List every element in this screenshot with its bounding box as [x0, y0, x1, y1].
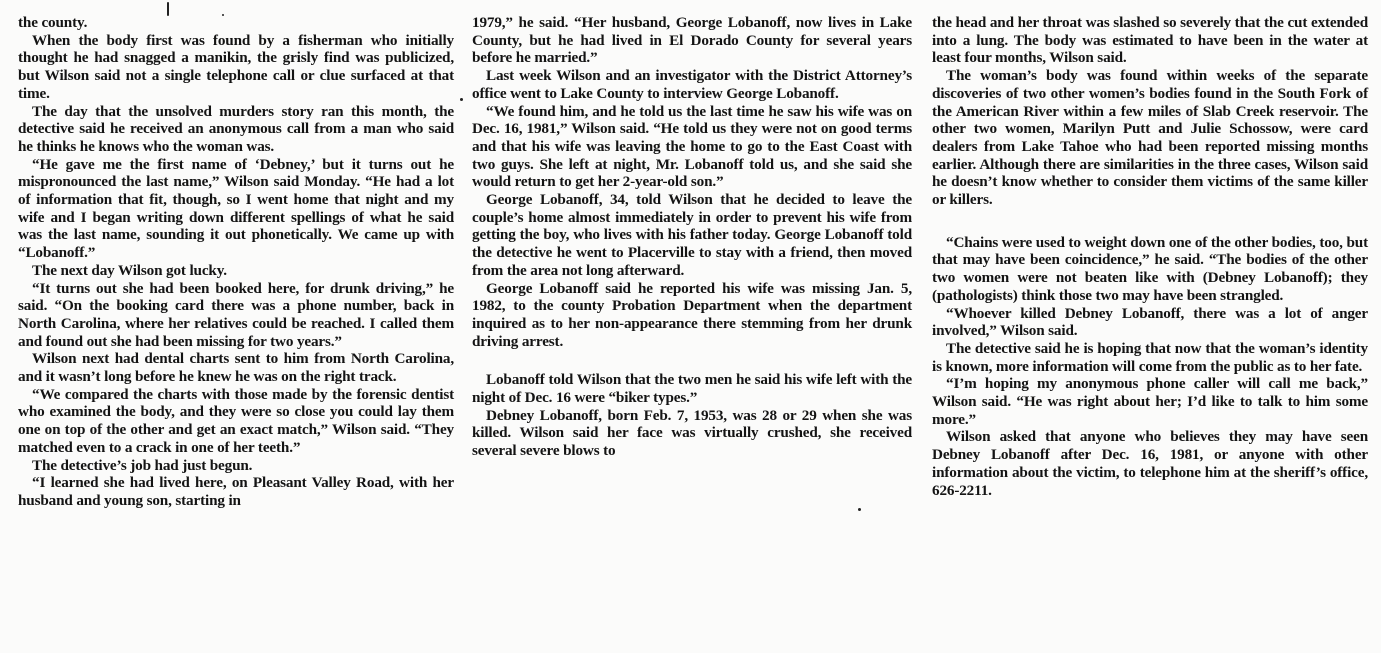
paragraph: When the body first was found by a fisherman who initially thought he had snagged a manikin, the grisly find was publicized, but Wilson said not a single telephone call or clue surfaced at that time.	[18, 31, 454, 102]
article-column-1	[18, 14, 454, 510]
paragraph: “Chains were used to weight down one of the other bodies, too, but that may have been coincidence,” he said. “The bodies of the other two women were not beaten like with (Debney Lobanoff); they (pathologists) think those two may have been strangled.	[932, 233, 1368, 304]
paragraph: the head and her throat was slashed so severely that the cut extended into a lung. The body was estimated to have been in the water at least four months, Wilson said.	[932, 14, 1368, 67]
paragraph: Wilson asked that anyone who believes they may have seen Debney Lobanoff after Dec. 16, 1981, or anyone with other information about the victim, to telephone him at the sheriff’s office, 626-2211.	[932, 428, 1368, 499]
column-break-space	[932, 209, 1368, 234]
paragraph: Debney Lobanoff, born Feb. 7, 1953, was 28 or 29 when she was killed. Wilson said her face was virtually crushed, she received several severe blows to	[472, 406, 912, 460]
paragraph: Lobanoff told Wilson that the two men he said his wife left with the night of Dec. 16 were “biker types.”	[472, 371, 912, 407]
article-column-2	[472, 14, 912, 460]
paragraph: the county.	[18, 14, 88, 31]
article-column-3	[932, 14, 1368, 499]
paragraph: “Whoever killed Debney Lobanoff, there was a lot of anger involved,” Wilson said.	[932, 304, 1368, 340]
paragraph: The detective said he is hoping that now that the woman’s identity is known, more information will come from the public as to her fate.	[932, 339, 1368, 375]
paragraph: Last week Wilson and an investigator with the District Attorney’s office went to Lake County to interview George Lobanoff.	[472, 67, 912, 102]
paragraph: George Lobanoff said he reported his wife was missing Jan. 5, 1982, to the county Probation Department when the department inquired as to her non-appearance there stemming from her drunk driving arrest.	[472, 279, 912, 350]
paragraph: George Lobanoff, 34, told Wilson that he decided to leave the couple’s home almost immediately in order to prevent his wife from getting the boy, who lives with his father today. George Lobanoff told the detective he went to Placerville to stay with a friend, then moved from the area not long afterward.	[472, 191, 912, 279]
speck	[858, 508, 861, 511]
paragraph: The next day Wilson got lucky.	[32, 261, 227, 279]
paragraph: “We found him, and he told us the last time he saw his wife was on Dec. 16, 1981,” Wilson said. “He told us they were not on good terms and that his wife was leaving the home to go to the East Coast with two guys. She left at night, Mr. Lobanoff told us, and she said she would return to get her 2-year-old son.”	[472, 102, 912, 191]
paragraph: 1979,” he said. “Her husband, George Lobanoff, now lives in Lake County, but he had lived in El Dorado County for several years before he married.”	[472, 14, 912, 67]
paragraph: “We compared the charts with those made by the forensic dentist who examined the body, and they were so close you could lay them one on top of the other and get an exact match,” Wilson said. “They matched even to a crack in one of her teeth.”	[18, 385, 454, 456]
paragraph: “It turns out she had been booked here, for drunk driving,” he said. “On the booking card there was a phone number, back in North Carolina, where her relatives could be reached. I called them and found out she had been missing for two years.”	[18, 279, 454, 350]
speck	[167, 2, 169, 16]
paragraph: Wilson next had dental charts sent to him from North Carolina, and it wasn’t long before he knew he was on the right track.	[18, 350, 454, 386]
paragraph: The day that the unsolved murders story ran this month, the detective said he received an anonymous call from a man who said he thinks he knows who the woman was.	[18, 102, 454, 155]
speck	[460, 98, 463, 101]
column-break-space	[472, 350, 912, 371]
paragraph: “I’m hoping my anonymous phone caller will call me back,” Wilson said. “He was right about her; I’d like to talk to him some more.”	[932, 375, 1368, 428]
speck	[222, 14, 224, 16]
paragraph: “He gave me the first name of ‘Debney,’ but it turns out he mispronounced the last name,” Wilson said Monday. “He had a lot of information that fit, though, so I went home that night and my wife and I began writing down different spellings of what he said was the last name, sounding it out phonetically. We came up with “Lobanoff.”	[18, 155, 454, 262]
paragraph: “I learned she had lived here, on Pleasant Valley Road, with her husband and young son, starting in	[18, 474, 454, 509]
paragraph: The woman’s body was found within weeks of the separate discoveries of two other women’s bodies found in the South Fork of the American River within a few miles of Slab Creek reservoir. The other two women, Marilyn Putt and Julie Schossow, were card dealers from Lake Tahoe who had been reported missing months earlier. Although there are similarities in the three cases, Wilson said he doesn’t know whether to consider them victims of the same killer or killers.	[932, 67, 1368, 209]
paragraph: The detective’s job had just begun.	[32, 456, 253, 474]
